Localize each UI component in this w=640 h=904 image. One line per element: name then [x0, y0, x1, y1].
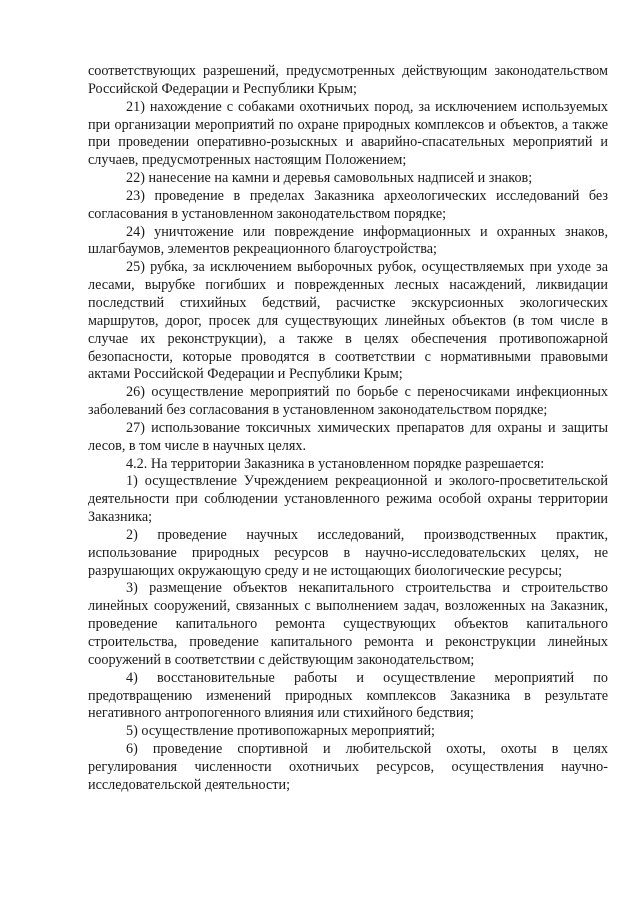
paragraph-allowed-3: 3) размещение объектов некапитального строительства и строительство линейных сооружений, связанных с выполнением задач, возложенных на Заказник, проведение капитального ремонта существующих объектов капитального строительства, проведение капитального ремонта и реконструкции линейных сооружений в соответствии с действующим законодательством;	[88, 580, 608, 668]
paragraph-item-25: 25) рубка, за исключением выборочных рубок, осуществляемых при уходе за лесами, вырубке погибших и поврежденных лесных насаждений, ликвидации последствий стихийных бедствий, расчистке экскурсионных экологических маршрутов, дорог, просек для существующих линейных объектов (в том числе в случае их реконструкции), а также в целях обеспечения противопожарной безопасности, которые проводятся в соответствии с нормативными правовыми актами Российской Федерации и Республики Крым;	[88, 259, 608, 383]
paragraph-item-23: 23) проведение в пределах Заказника археологических исследований без согласования в установленном законодательством порядке;	[88, 187, 608, 222]
paragraph-item-21: 21) нахождение с собаками охотничьих пород, за исключением используемых при организации мероприятий по охране природных комплексов и объектов, а также при проведении оперативно-розыскных и аварийно-спасательных мероприятий и случаев, предусмотренных настоящим Положением;	[88, 98, 608, 169]
paragraph-continuation: соответствующих разрешений, предусмотренных действующим законодательством Российской Федерации и Республики Крым;	[88, 63, 608, 97]
paragraph-item-27: 27) использование токсичных химических препаратов для охраны и защиты лесов, в том числе в научных целях.	[88, 419, 608, 454]
paragraph-allowed-2: 2) проведение научных исследований, производственных практик, использование природных ресурсов в научно-исследовательских целях, не разрушающих окружающую среду и не истощающих биологические ресурсы;	[88, 526, 608, 579]
paragraph-item-26: 26) осуществление мероприятий по борьбе с переносчиками инфекционных заболеваний без согласования в установленном законодательством порядке;	[88, 384, 608, 419]
paragraph-item-24: 24) уничтожение или повреждение информационных и охранных знаков, шлагбаумов, элементов рекреационного благоустройства;	[88, 223, 608, 258]
document-body	[88, 63, 608, 795]
paragraph-allowed-6: 6) проведение спортивной и любительской охоты, охоты в целях регулирования численности охотничьих ресурсов, осуществления научно-исследовательской деятельности;	[88, 741, 608, 793]
section-4-2-heading: 4.2. На территории Заказника в установленном порядке разрешается:	[126, 455, 545, 472]
paragraph-allowed-4: 4) восстановительные работы и осуществление мероприятий по предотвращению изменений природных комплексов Заказника в результате негативного антропогенного влияния или стихийного бедствия;	[88, 669, 608, 722]
paragraph-item-22: 22) нанесение на камни и деревья самовольных надписей и знаков;	[126, 170, 533, 187]
paragraph-allowed-1: 1) осуществление Учреждением рекреационной и эколого-просветительской деятельности при соблюдении установленного режима особой охраны территории Заказника;	[88, 473, 608, 526]
paragraph-allowed-5: 5) осуществление противопожарных мероприятий;	[126, 723, 435, 740]
